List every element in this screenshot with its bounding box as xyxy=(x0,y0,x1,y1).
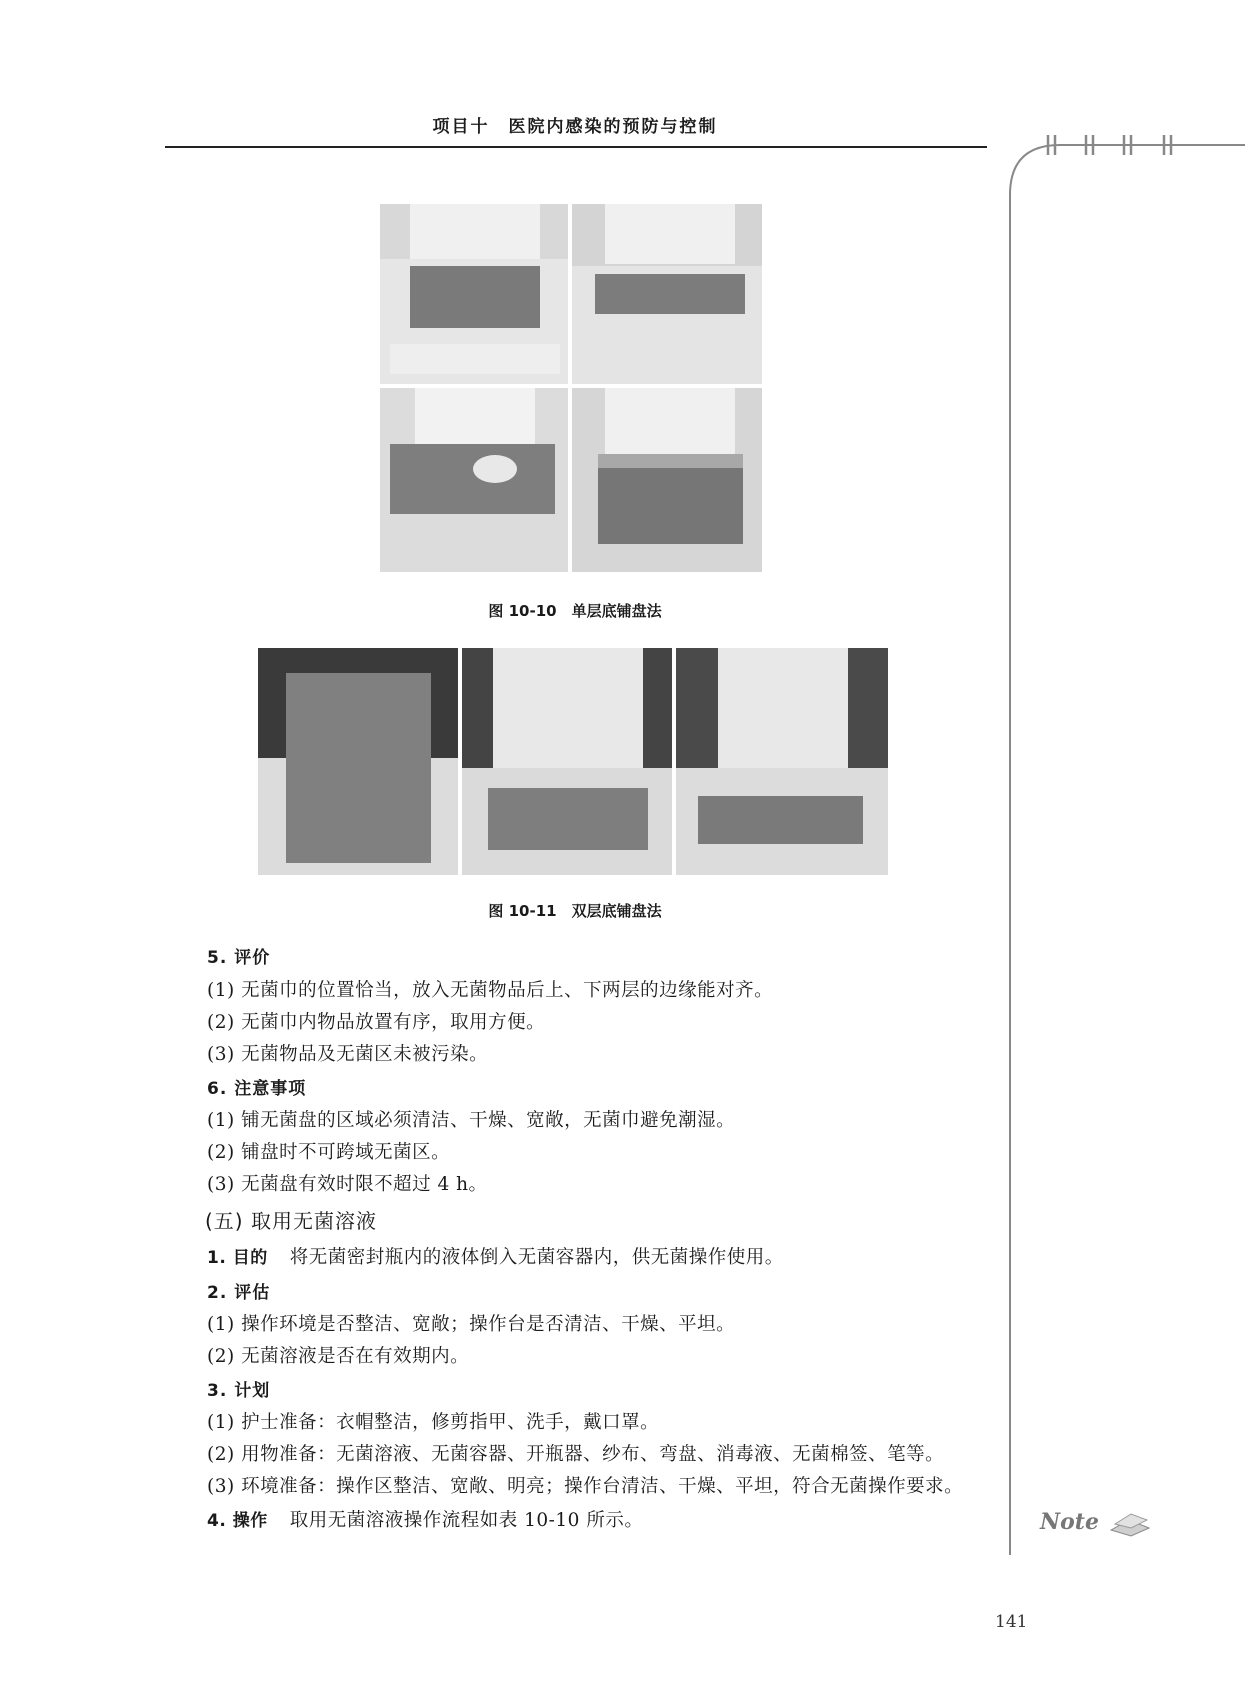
list-item: (2) 无菌溶液是否在有效期内。 xyxy=(207,1346,470,1367)
list-item: (3) 环境准备：操作区整洁、宽敞、明亮；操作台清洁、干燥、平坦，符合无菌操作要求。 xyxy=(207,1476,964,1497)
section-heading-assess: 2. 评估 xyxy=(207,1283,271,1303)
photo-panel-2 xyxy=(462,648,672,875)
note-text: Note xyxy=(1040,1509,1099,1535)
subsection-title: (五) 取用无菌溶液 xyxy=(205,1209,377,1233)
page-number: 141 xyxy=(995,1612,1028,1632)
figure-caption: 图 10-10 单层底铺盘法 xyxy=(488,602,662,620)
header-rule xyxy=(165,146,987,148)
list-item: (1) 操作环境是否整洁、宽敞；操作台是否清洁、干燥、平坦。 xyxy=(207,1314,736,1335)
photo-panel-3 xyxy=(380,388,568,572)
operate-label: 4. 操作 xyxy=(207,1511,268,1531)
photo-panel-1 xyxy=(380,204,568,384)
list-item: (2) 用物准备：无菌溶液、无菌容器、开瓶器、纱布、弯盘、消毒液、无菌棉签、笔等。 xyxy=(207,1444,945,1465)
photo-panel-2 xyxy=(572,204,762,384)
figure-caption: 图 10-11 双层底铺盘法 xyxy=(488,902,662,920)
list-item: (1) 无菌巾的位置恰当，放入无菌物品后上、下两层的边缘能对齐。 xyxy=(207,980,774,1001)
double-layer-tray-photos xyxy=(258,648,888,875)
book-icon xyxy=(1107,1508,1153,1538)
photo-panel-1 xyxy=(258,648,458,875)
list-item: (1) 护士准备：衣帽整洁，修剪指甲、洗手，戴口罩。 xyxy=(207,1412,660,1433)
purpose-label: 1. 目的 xyxy=(207,1248,268,1268)
margin-decoration xyxy=(1000,135,1245,1555)
section-heading-evaluate: 5. 评价 xyxy=(207,948,271,968)
list-item: (1) 铺无菌盘的区域必须清洁、干燥、宽敞，无菌巾避免潮湿。 xyxy=(207,1110,736,1131)
operate-text: 取用无菌溶液操作流程如表 10-10 所示。 xyxy=(289,1510,644,1531)
list-item: (2) 无菌巾内物品放置有序，取用方便。 xyxy=(207,1012,546,1033)
figure-10-10-photo xyxy=(380,204,762,572)
list-item: (3) 无菌物品及无菌区未被污染。 xyxy=(207,1044,489,1065)
photo-panel-4 xyxy=(572,388,762,572)
purpose-text: 将无菌密封瓶内的液体倒入无菌容器内，供无菌操作使用。 xyxy=(289,1247,784,1268)
section-heading-notes: 6. 注意事项 xyxy=(207,1079,307,1099)
running-header: 项目十 医院内感染的预防与控制 xyxy=(432,117,718,137)
list-item: (3) 无菌盘有效时限不超过 4 h。 xyxy=(207,1174,488,1195)
list-item: (2) 铺盘时不可跨域无菌区。 xyxy=(207,1142,451,1163)
figure-10-11-photo xyxy=(258,648,888,875)
operate-line xyxy=(207,1506,643,1532)
section-heading-plan: 3. 计划 xyxy=(207,1381,271,1401)
note-badge xyxy=(1040,1508,1153,1538)
single-layer-tray-photos xyxy=(380,204,762,572)
photo-panel-3 xyxy=(676,648,888,875)
purpose-line xyxy=(207,1243,784,1269)
